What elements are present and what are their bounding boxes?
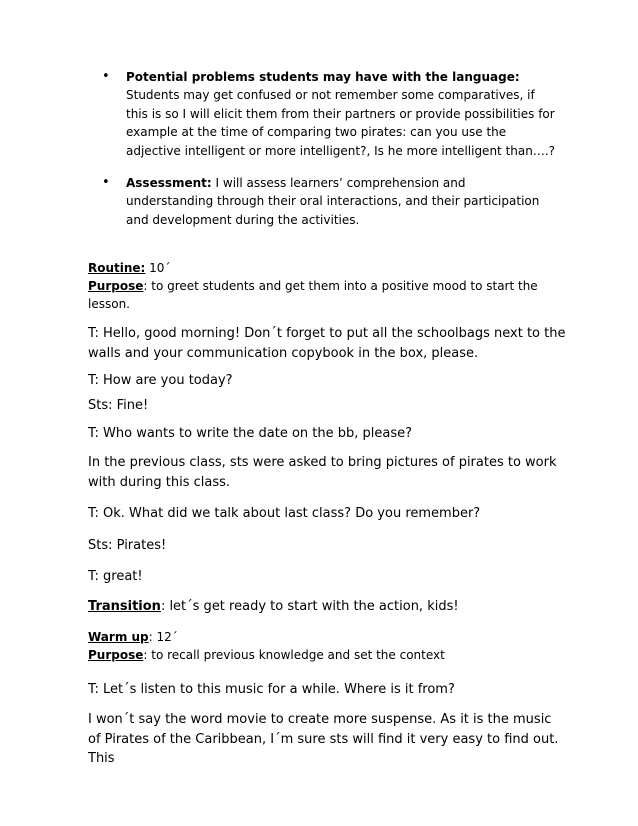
dialogue-line: T: Ok. What did we talk about last class? Do you remember?: [88, 506, 481, 521]
warmup-label: Warm up: [88, 630, 149, 644]
bullet-label: Assessment:: [126, 176, 212, 191]
warmup-value: : 12´: [148, 630, 178, 644]
routine-line: [88, 259, 558, 277]
dialogue-line: Sts: Fine!: [88, 398, 149, 413]
bullet-assessment: [0, 174, 556, 229]
bullet-dot: •: [102, 175, 110, 191]
dialogue-line: T: Let´s listen to this music for a while. Where is it from?: [88, 682, 455, 697]
purpose-text: : to greet students and get them into a positive mood to start the lesson.: [88, 279, 538, 311]
routine-label: Routine:: [88, 261, 146, 275]
dialogue-line: T: great!: [88, 569, 143, 584]
routine-value: 10´: [145, 261, 171, 275]
bullet-dot: •: [102, 69, 110, 84]
purpose-label: Purpose: [88, 279, 144, 293]
dialogue-line: Sts: Pirates!: [88, 538, 167, 553]
narrative-line: In the previous class, sts were asked to bring pictures of pirates to work with during this class.: [88, 455, 557, 490]
warmup-line: [88, 628, 558, 646]
dialogue-line: T: Hello, good morning! Don´t forget to put all the schoolbags next to the walls and your communication copybook in the box, please.: [88, 326, 566, 361]
purpose-text: : to recall previous knowledge and set the context: [143, 648, 445, 662]
transition-text: : let´s get ready to start with the action, kids!: [160, 599, 459, 614]
bullet-list: [0, 68, 638, 238]
warmup-purpose: [88, 646, 558, 664]
bullet-label: Potential problems students may have with the language:: [126, 70, 520, 84]
bullet-text: Students may get confused or not remember some comparatives, if this is so I will elicit them from their partners or provide possibilities for example at the time of comparing two pirates: can you use the adjective intelligent or more intelligent?, Is he more intelligent than….?: [126, 88, 556, 158]
narrative-line: I won´t say the word movie to create more suspense. As it is the music of Pirates of the Caribbean, I´m sure sts will find it very easy to find out. This: [88, 712, 559, 766]
purpose-label: Purpose: [88, 648, 144, 662]
bullet-text: I will assess learners’ comprehension and understanding through their oral interactions, and their participation and development during the activities.: [126, 176, 540, 227]
transition-label: Transition: [88, 599, 161, 614]
transition-line: [88, 597, 568, 617]
routine-purpose: [88, 277, 558, 313]
dialogue-line: T: Who wants to write the date on the bb, please?: [88, 426, 413, 441]
dialogue-line: T: How are you today?: [88, 373, 233, 388]
bullet-problems: [0, 68, 556, 160]
